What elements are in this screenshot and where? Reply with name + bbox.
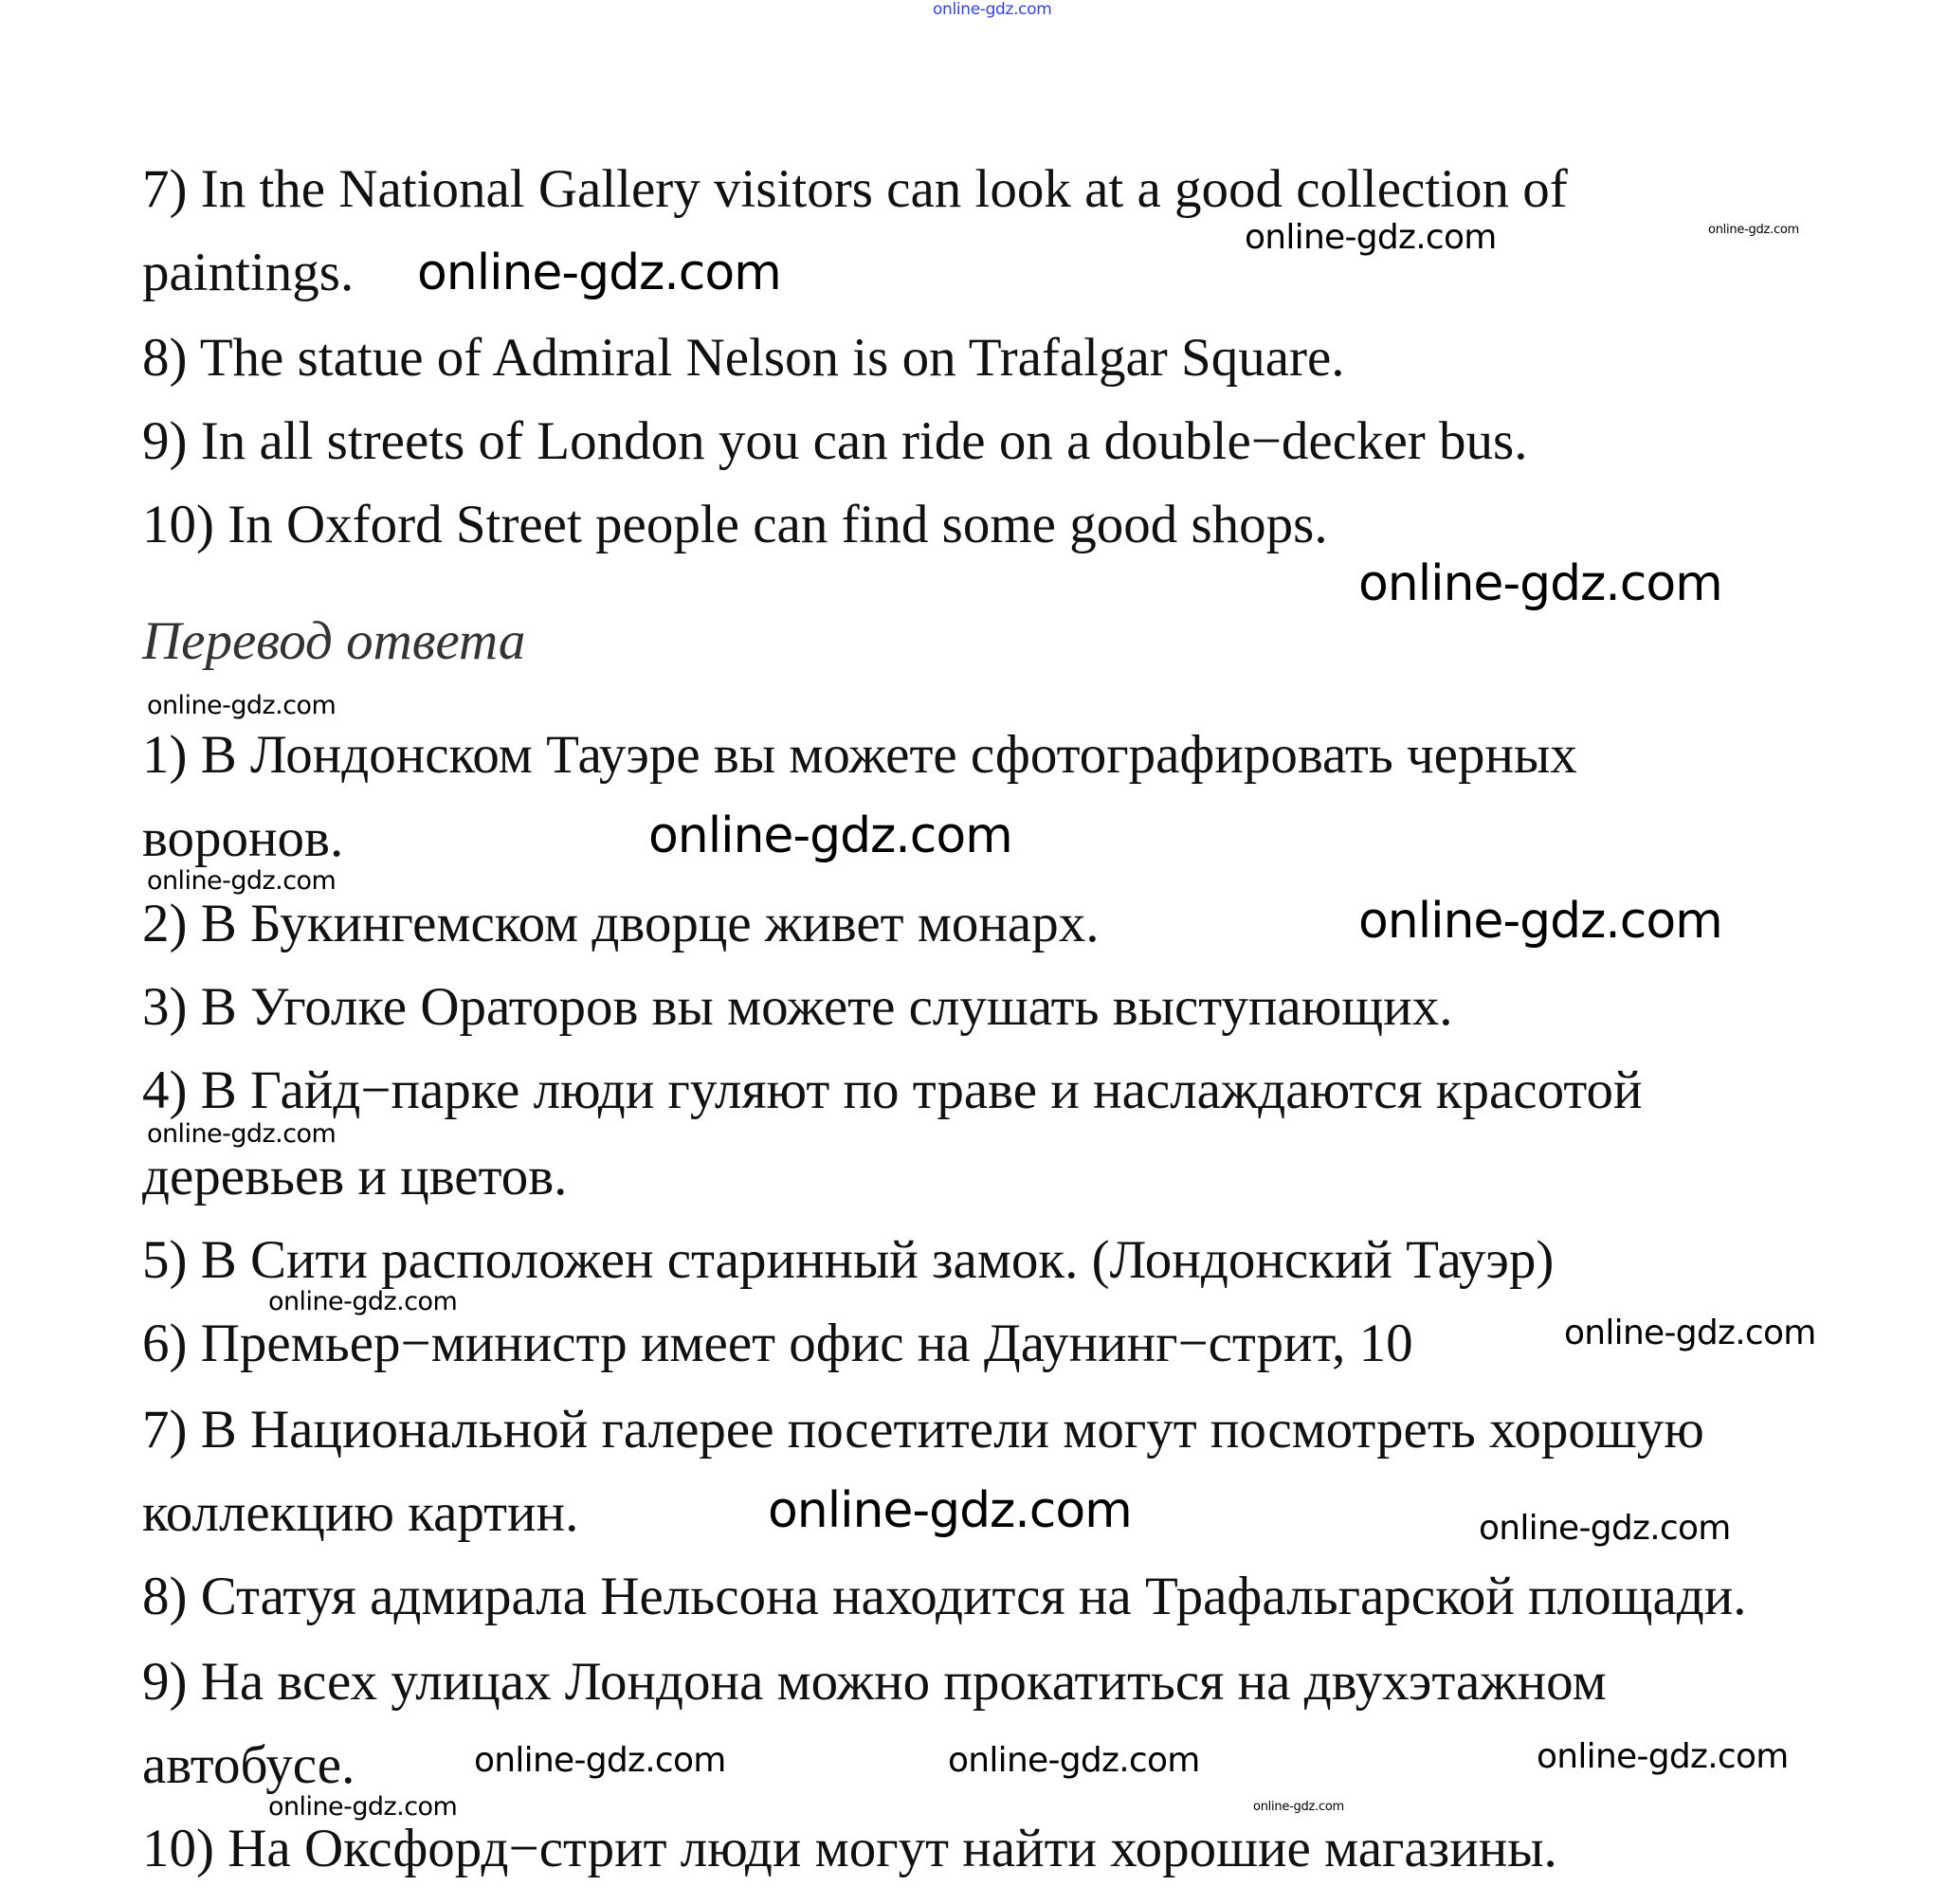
answer-line: paintings. [142, 243, 355, 302]
translation-heading: Перевод ответа [142, 611, 526, 671]
watermark: online-gdz.com [768, 1482, 1132, 1539]
answer-line: 9) In all streets of London you can ride on a double−decker bus. [142, 411, 1528, 471]
watermark: online-gdz.com [1479, 1509, 1731, 1548]
watermark: online-gdz.com [1564, 1314, 1816, 1352]
translation-line: 6) Премьер−министр имеет офис на Даунинг−стрит, 10 [142, 1314, 1413, 1373]
answer-line: 10) In Oxford Street people can find some good shops. [142, 495, 1328, 554]
watermark: online-gdz.com [933, 0, 1052, 19]
answer-line: 7) In the National Gallery visitors can look at a good collection of [142, 159, 1568, 219]
watermark: online-gdz.com [474, 1741, 726, 1780]
translation-line: 5) В Сити расположен старинный замок. (Лондонский Тауэр) [142, 1230, 1555, 1290]
watermark: online-gdz.com [268, 1792, 458, 1822]
translation-line: 2) В Букингемском дворце живет монарх. [142, 894, 1100, 953]
translation-line: 8) Статуя адмирала Нельсона находится на Трафальгарской площади. [142, 1567, 1747, 1626]
watermark: online-gdz.com [417, 245, 781, 301]
translation-line: 9) На всех улицах Лондона можно прокатиться на двухэтажном [142, 1652, 1607, 1712]
watermark: online-gdz.com [1358, 555, 1722, 612]
watermark: online-gdz.com [1708, 223, 1799, 237]
translation-line: воронов. [142, 808, 344, 868]
watermark: online-gdz.com [147, 1119, 337, 1149]
answer-line: 8) The statue of Admiral Nelson is on Trafalgar Square. [142, 328, 1345, 388]
watermark: online-gdz.com [948, 1741, 1200, 1780]
watermark: online-gdz.com [147, 691, 337, 720]
translation-line: 4) В Гайд−парке люди гуляют по траве и наслаждаются красотой [142, 1061, 1643, 1120]
translation-line: 3) В Уголке Ораторов вы можете слушать выступающих. [142, 977, 1453, 1037]
translation-line: автобусе. [142, 1735, 355, 1795]
watermark: online-gdz.com [268, 1287, 458, 1316]
watermark: online-gdz.com [1253, 1800, 1344, 1814]
watermark: online-gdz.com [1245, 218, 1497, 257]
translation-line: деревьев и цветов. [142, 1147, 568, 1206]
watermark: online-gdz.com [1358, 893, 1722, 950]
translation-line: 1) В Лондонском Тауэре вы можете сфотографировать черных [142, 725, 1577, 785]
watermark: online-gdz.com [648, 807, 1012, 864]
translation-line: 7) В Национальной галерее посетители могут посмотреть хорошую [142, 1400, 1704, 1460]
watermark: online-gdz.com [147, 866, 337, 896]
translation-line: коллекцию картин. [142, 1483, 579, 1543]
watermark: online-gdz.com [1537, 1737, 1789, 1776]
translation-line: 10) На Оксфорд−стрит люди могут найти хорошие магазины. [142, 1819, 1557, 1878]
